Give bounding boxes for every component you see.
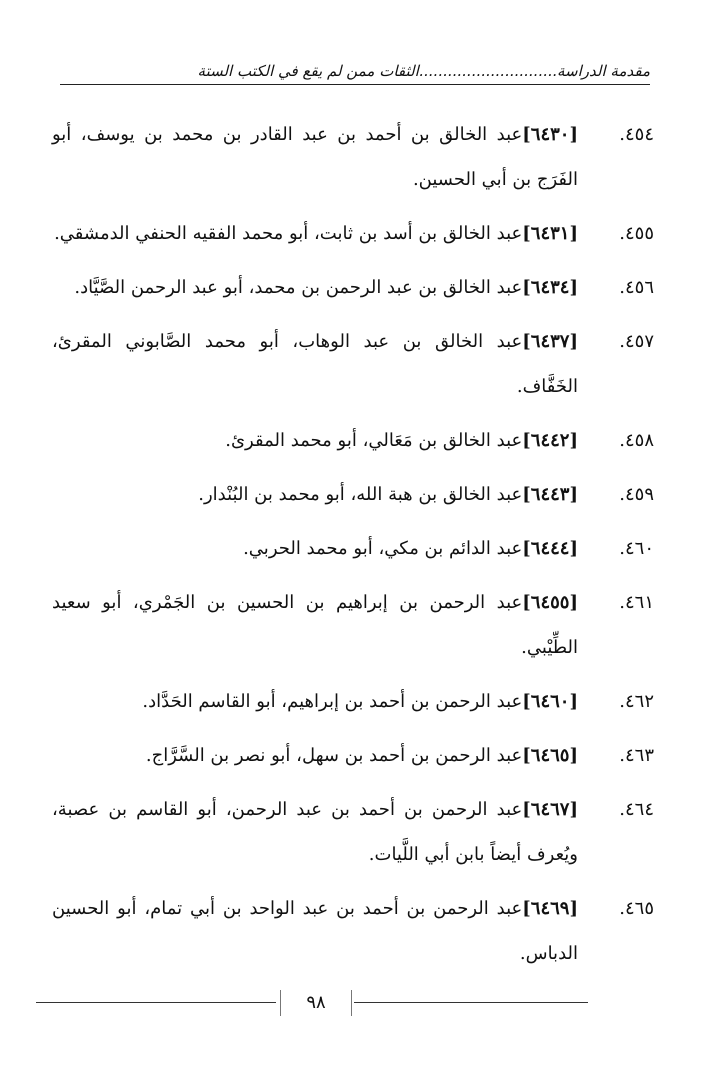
list-item <box>52 319 654 409</box>
list-item <box>52 211 654 256</box>
entry-text <box>52 472 578 517</box>
entry-reference: [٦٤٤٤] <box>522 538 578 559</box>
entry-text <box>52 319 578 409</box>
entry-number: ٤٥٦. <box>619 277 654 298</box>
entry-reference: [٦٤٦٩] <box>522 898 578 919</box>
entry-reference: [٦٤٣٧] <box>522 331 578 352</box>
footer-rule-left <box>36 1002 276 1003</box>
entry-text <box>52 265 578 310</box>
entry-body: عبد الخالق بن أسد بن ثابت، أبو محمد الفقيه الحنفي الدمشقي. <box>54 223 523 244</box>
entry-body: عبد الدائم بن مكي، أبو محمد الحربي. <box>243 538 523 559</box>
entry-text <box>52 526 578 571</box>
list-item <box>52 733 654 778</box>
entry-reference: [٦٤٥٥] <box>522 592 578 613</box>
list-item <box>52 472 654 517</box>
list-item <box>52 580 654 670</box>
entry-text <box>52 787 578 877</box>
entry-number: ٤٥٩. <box>619 484 654 505</box>
entry-number: ٤٦٥. <box>619 898 654 919</box>
entry-text <box>52 679 578 724</box>
entry-number: ٤٥٥. <box>619 223 654 244</box>
entry-reference: [٦٤٣٠] <box>522 124 578 145</box>
entry-reference: [٦٤٣٤] <box>522 277 578 298</box>
entry-number: ٤٥٤. <box>619 124 654 145</box>
entry-number: ٤٥٨. <box>619 430 654 451</box>
entry-reference: [٦٤٦٧] <box>522 799 578 820</box>
entry-list <box>52 112 654 985</box>
page-footer <box>36 990 588 1018</box>
page-number: ٩٨ <box>280 990 352 1016</box>
list-item <box>52 418 654 463</box>
entry-text <box>52 733 578 778</box>
entry-reference: [٦٤٤٣] <box>522 484 578 505</box>
entry-text <box>52 418 578 463</box>
entry-reference: [٦٤٣١] <box>522 223 578 244</box>
entry-reference: [٦٤٤٢] <box>522 430 578 451</box>
list-item <box>52 526 654 571</box>
entry-text <box>52 886 578 976</box>
entry-number: ٤٦٢. <box>619 691 654 712</box>
entry-body: عبد الرحمن بن أحمد بن إبراهيم، أبو القاسم الحَدَّاد. <box>142 691 523 712</box>
list-item <box>52 787 654 877</box>
entry-text <box>52 580 578 670</box>
entry-text <box>52 211 578 256</box>
entry-reference: [٦٤٦٠] <box>522 691 578 712</box>
entry-body: عبد الرحمن بن إبراهيم بن الحسين بن الجَمْري، أبو سعيد الطِّيْبي. <box>52 592 578 658</box>
entry-body: عبد الرحمن بن أحمد بن سهل، أبو نصر بن السَّرَّاج. <box>145 745 523 766</box>
entry-body: عبد الخالق بن عبد الوهاب، أبو محمد الصَّابوني المقرئ، الخَفَّاف. <box>52 331 578 397</box>
list-item <box>52 265 654 310</box>
entry-body: عبد الخالق بن مَعَالي، أبو محمد المقرئ. <box>225 430 523 451</box>
footer-rule-right <box>354 1002 588 1003</box>
entry-body: عبد الخالق بن أحمد بن عبد القادر بن محمد بن يوسف، أبو الفَرَج بن أبي الحسين. <box>52 124 578 190</box>
entry-body: عبد الرحمن بن أحمد بن عبد الواحد بن أبي تمام، أبو الحسين الدباس. <box>52 898 578 964</box>
entry-number: ٤٥٧. <box>619 331 654 352</box>
list-item <box>52 886 654 976</box>
entry-body: عبد الرحمن بن أحمد بن عبد الرحمن، أبو القاسم بن عصبة، ويُعرف أيضاً بابن أبي اللَّيات. <box>52 799 578 865</box>
entry-body: عبد الخالق بن هبة الله، أبو محمد بن البُنْدار. <box>198 484 523 505</box>
entry-text <box>52 112 578 202</box>
list-item <box>52 112 654 202</box>
running-header: مقدمة الدراسة.............................الثقات ممن لم يقع في الكتب الستة <box>60 62 650 85</box>
list-item <box>52 679 654 724</box>
entry-reference: [٦٤٦٥] <box>522 745 578 766</box>
entry-number: ٤٦١. <box>619 592 654 613</box>
entry-number: ٤٦٤. <box>619 799 654 820</box>
entry-number: ٤٦٣. <box>619 745 654 766</box>
entry-body: عبد الخالق بن عبد الرحمن بن محمد، أبو عبد الرحمن الصَّيَّاد. <box>74 277 523 298</box>
entry-number: ٤٦٠. <box>619 538 654 559</box>
